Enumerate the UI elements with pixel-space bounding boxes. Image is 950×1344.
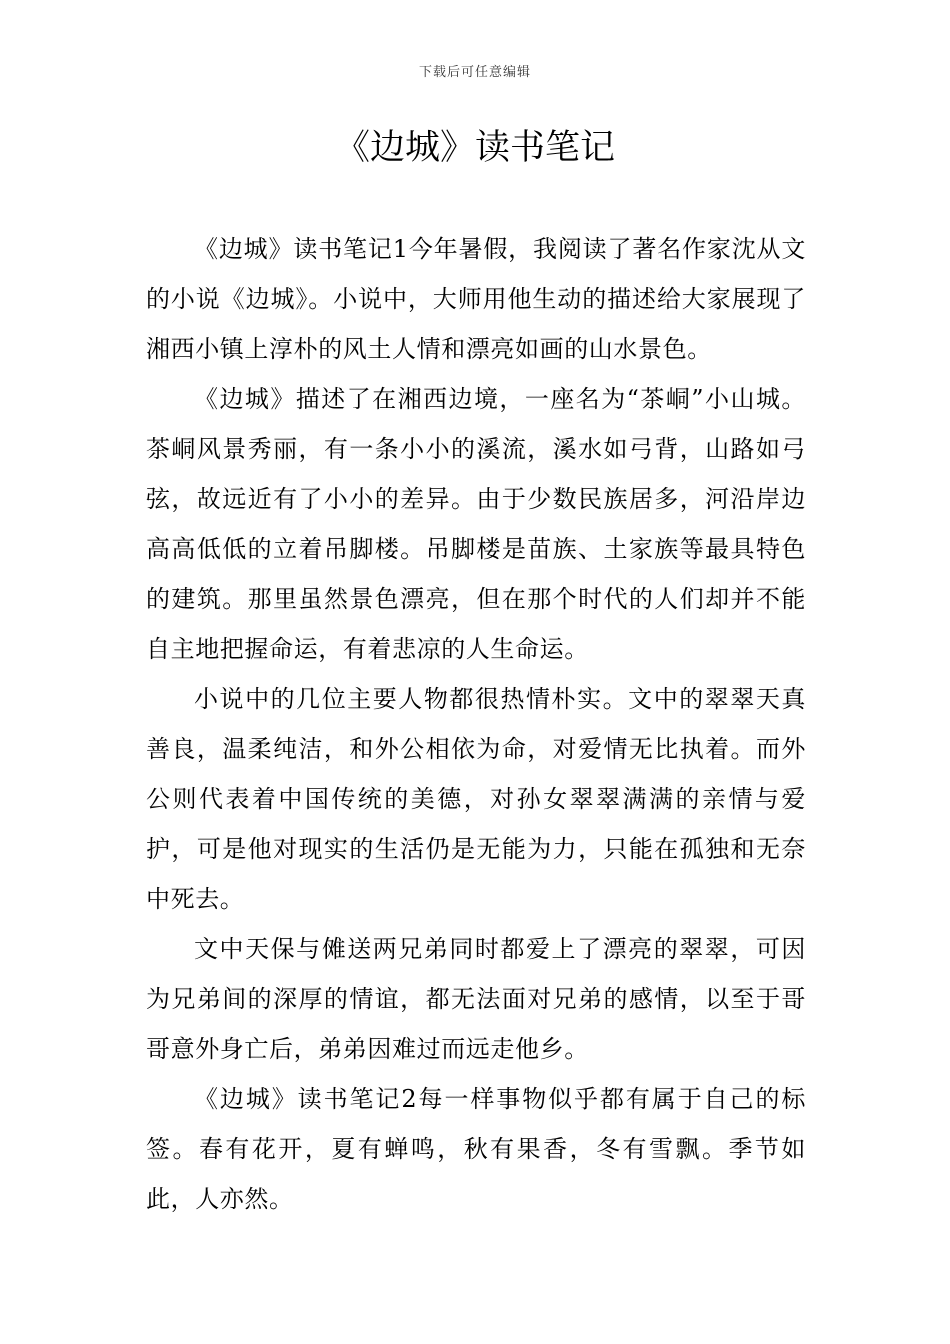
body-paragraph: 《边城》描述了在湘西边境，一座名为“茶峒”小山城。茶峒风景秀丽，有一条小小的溪流，溪水如弓背，山路如弓弦，故远近有了小小的差异。由于少数民族居多，河沿岸边高高低低的立着吊脚楼。吊脚楼是苗族、土家族等最具特色的建筑。那里虽然景色漂亮，但在那个时代的人们却并不能自主地把握命运，有着悲凉的人生命运。: [146, 385, 806, 663]
header-note: 下载后可任意编辑: [418, 65, 531, 80]
body-paragraph: 文中天保与傩送两兄弟同时都爱上了漂亮的翠翠，可因为兄弟间的深厚的情谊，都无法面对兄弟的感情，以至于哥哥意外身亡后，弟弟因难过而远走他乡。: [146, 935, 806, 1063]
document-body: [146, 224, 806, 1224]
body-paragraph: 小说中的几位主要人物都很热情朴实。文中的翠翠天真善良，温柔纯洁，和外公相依为命，对爱情无比执着。而外公则代表着中国传统的美德，对孙女翠翠满满的亲情与爱护，可是他对现实的生活仍是无能为力，只能在孤独和无奈中死去。: [146, 685, 806, 913]
body-paragraph: 《边城》读书笔记2每一样事物似乎都有属于自己的标签。春有花开，夏有蝉鸣，秋有果香，冬有雪飘。季节如此，人亦然。: [146, 1085, 806, 1213]
document-title: 《边城》读书笔记: [334, 128, 615, 168]
body-paragraph: 《边城》读书笔记1今年暑假，我阅读了著名作家沈从文的小说《边城》。小说中，大师用他生动的描述给大家展现了湘西小镇上淳朴的风土人情和漂亮如画的山水景色。: [146, 235, 806, 363]
